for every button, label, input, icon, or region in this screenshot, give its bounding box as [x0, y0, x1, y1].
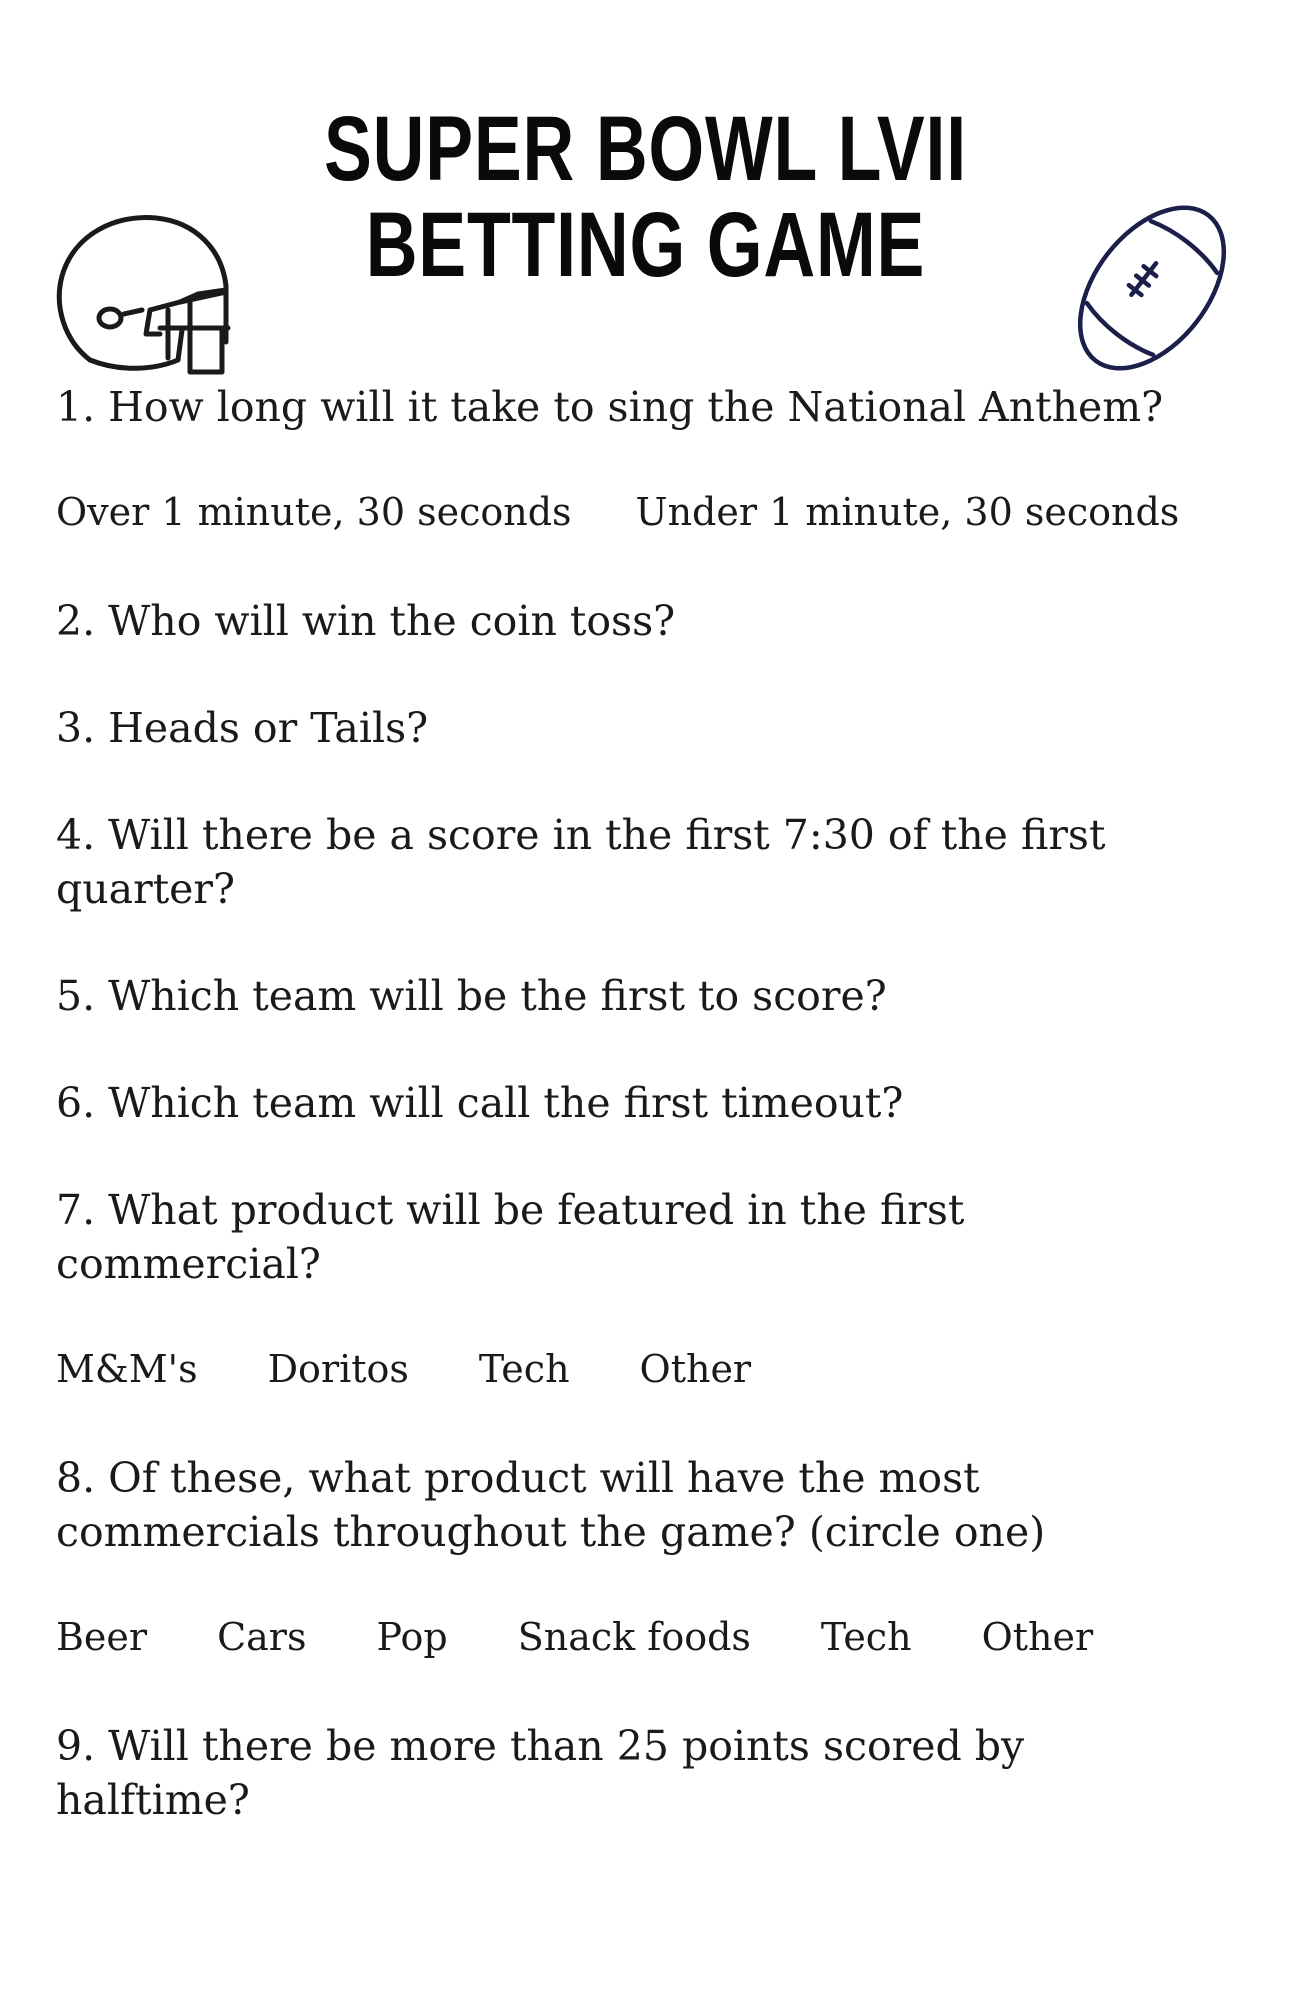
option-over[interactable]: Over 1 minute, 30 seconds [56, 490, 572, 534]
question-4: 4. Will there be a score in the first 7:30 of the first quarter? [56, 811, 1119, 913]
option-doritos[interactable]: Doritos [267, 1347, 409, 1391]
question-2: 2. Who will win the coin toss? [56, 597, 676, 645]
title-line-2: BETTING GAME [365, 194, 926, 296]
question-1: 1. How long will it take to sing the National Anthem? [56, 383, 1164, 431]
questions-list [56, 380, 1246, 1880]
option-snack-foods[interactable]: Snack foods [517, 1615, 751, 1659]
question-8: 8. Of these, what product will have the most commercials throughout the game? (circle one) [56, 1454, 1046, 1556]
option-cars[interactable]: Cars [217, 1615, 307, 1659]
question-1-options [56, 487, 1246, 537]
option-under[interactable]: Under 1 minute, 30 seconds [635, 490, 1180, 534]
option-other[interactable]: Other [639, 1347, 752, 1391]
question-5: 5. Which team will be the first to score? [56, 972, 887, 1020]
question-8-options [56, 1612, 1246, 1662]
option-other[interactable]: Other [981, 1615, 1094, 1659]
title-line-1: SUPER BOWL LVII [323, 98, 967, 200]
football-icon [1070, 202, 1235, 374]
header [0, 90, 1294, 320]
question-7: 7. What product will be featured in the first commercial? [56, 1186, 978, 1288]
option-tech[interactable]: Tech [820, 1615, 912, 1659]
option-pop[interactable]: Pop [376, 1615, 448, 1659]
question-6: 6. Which team will call the first timeout? [56, 1079, 904, 1127]
question-3: 3. Heads or Tails? [56, 704, 429, 752]
option-mms[interactable]: M&M's [56, 1347, 198, 1391]
option-beer[interactable]: Beer [56, 1615, 148, 1659]
question-9: 9. Will there be more than 25 points scored by halftime? [56, 1722, 1038, 1824]
question-7-options [56, 1344, 1246, 1394]
option-tech[interactable]: Tech [478, 1347, 570, 1391]
